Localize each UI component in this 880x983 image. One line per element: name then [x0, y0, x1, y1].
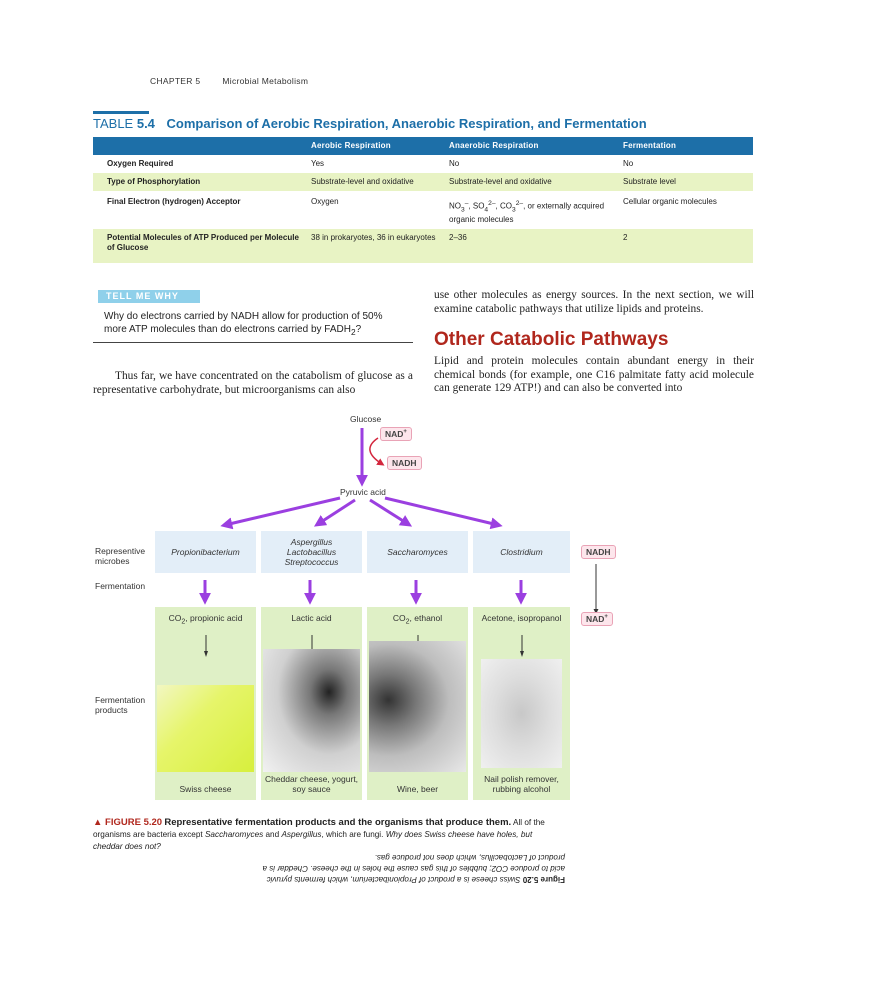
table-header-cell: Anaerobic Respiration	[445, 137, 619, 155]
table-cell: 2	[619, 229, 753, 263]
table-title-rule	[93, 111, 149, 114]
row-header: Final Electron (hydrogen) Acceptor	[107, 197, 241, 206]
answer-text: Swiss cheese is a product of Propionibacterium, which ferments pyruvic acid to produce CO2; bubbles of this gas cause the holes in the cheese. Cheddar is a product of Lactobacillus, which does not produce gas.	[262, 853, 565, 884]
upside-down-answer	[255, 852, 565, 885]
table-caption: Comparison of Aerobic Respiration, Anaerobic Respiration, and Fermentation	[166, 116, 647, 131]
comparison-table	[93, 137, 753, 263]
product-top-label: Acetone, isopropanol	[481, 613, 562, 623]
body-paragraph-right-1: use other molecules as energy sources. In the next section, we will examine catabolic pathways that utilize lipids and proteins.	[434, 289, 754, 315]
table-title	[93, 116, 647, 131]
nad-plus-pill: NAD+	[380, 427, 412, 441]
microbe-box: Aspergillus Lactobacillus Streptococcus	[261, 531, 362, 573]
product-top-label: Lactic acid	[291, 613, 332, 623]
product-arrow	[204, 635, 208, 659]
figure-caption: ▲ FIGURE 5.20 Representative fermentation products and the organisms that produce them. All of the organisms are bacteria except Saccharomyces and Aspergillus, which are fungi. Why does Swiss cheese have holes, but cheddar does not?	[93, 817, 545, 851]
body-paragraph-left: Thus far, we have concentrated on the catabolism of glucose as a representative carbohydrate, but microorganisms can also	[93, 370, 413, 396]
section-label: Microbial Metabolism	[222, 76, 309, 86]
figure-label: ▲ FIGURE 5.20	[93, 817, 163, 828]
wine-photo	[369, 641, 466, 772]
row-label-microbes: Representive microbes	[95, 546, 146, 566]
table-header-cell: Fermentation	[619, 137, 753, 155]
table-cell: $NO_3^-$, $SO_4^{2-}$, $CO_3^{2-}$, or externally acquired organic molecules	[449, 200, 605, 225]
table-row	[93, 173, 753, 191]
product-arrow	[520, 635, 524, 659]
glucose-label: Glucose	[350, 414, 382, 424]
product-column	[367, 607, 468, 800]
pyruvic-acid-label: Pyruvic acid	[340, 487, 386, 497]
table-label: TABLE	[93, 116, 134, 131]
product-bottom-label: Nail polish remover, rubbing alcohol	[484, 774, 559, 794]
swiss-cheese-photo	[157, 685, 254, 772]
table-cell: No	[449, 159, 460, 168]
table-row	[93, 229, 753, 263]
nail-polish-photo	[481, 659, 562, 768]
product-column	[261, 607, 362, 800]
product-bottom-label: Wine, beer	[396, 784, 439, 794]
product-column	[155, 607, 256, 800]
table-cell: Substrate level	[619, 173, 753, 191]
row-label-fermentation: Fermentation	[95, 581, 146, 591]
microbe-box: Propionibacterium	[155, 531, 256, 573]
tell-me-why-question: Why do electrons carried by NADH allow for production of 50% more ATP molecules than do electrons carried by $FADH_2$?	[104, 311, 383, 337]
chapter-label: CHAPTER 5	[150, 76, 201, 86]
product-column	[473, 607, 570, 800]
product-bottom-label: Cheddar cheese, yogurt, soy sauce	[264, 774, 359, 794]
table-cell: 38 in prokaryotes, 36 in eukaryotes	[307, 229, 445, 263]
microbe-box: Saccharomyces	[367, 531, 468, 573]
table-cell: Cellular organic molecules	[623, 197, 717, 206]
table-cell: No	[623, 159, 634, 168]
table-cell: Oxygen	[311, 197, 339, 206]
nad-right-pill: NAD+	[581, 612, 613, 626]
table-row	[93, 191, 753, 229]
nad-reduction-arrow	[370, 438, 382, 464]
product-bottom-label: Swiss cheese	[179, 784, 232, 794]
cheddar-photo	[263, 649, 360, 772]
product-top-label: $CO_2$, ethanol	[392, 613, 443, 626]
table-cell: Substrate-level and oxidative	[445, 173, 619, 191]
row-header: Oxygen Required	[107, 159, 174, 168]
body-paragraph-right-2: Lipid and protein molecules contain abundant energy in their chemical bonds (for example, one C16 palmitate fatty acid molecule can generate 129 ATP!) and can also be converted into	[434, 355, 754, 395]
table-header-cell	[93, 137, 307, 155]
table-cell: 2–36	[445, 229, 619, 263]
table-cell: Yes	[311, 159, 325, 168]
table-row	[93, 155, 753, 173]
figure-title: Representative fermentation products and the organisms that produce them.	[164, 817, 512, 828]
row-label-products: Fermentation products	[95, 695, 146, 715]
table-header-cell: Aerobic Respiration	[307, 137, 445, 155]
nadh-right-pill: NADH	[581, 545, 616, 559]
running-header	[150, 76, 308, 86]
tell-me-why-tag: TELL ME WHY	[98, 290, 200, 303]
product-top-label: $CO_2$, propionic acid	[168, 613, 243, 626]
row-header: Potential Molecules of ATP Produced per Molecule of Glucose	[93, 229, 307, 263]
microbe-box: Clostridium	[473, 531, 570, 573]
table-cell: Substrate-level and oxidative	[307, 173, 445, 191]
section-heading: Other Catabolic Pathways	[434, 329, 669, 350]
table-number: 5.4	[136, 116, 155, 131]
answer-label: Figure 5.20	[522, 875, 565, 884]
table-header-row	[93, 137, 753, 155]
branch-arrow-2	[318, 500, 355, 524]
nadh-pill: NADH	[387, 456, 422, 470]
row-header: Type of Phosphorylation	[93, 173, 307, 191]
figure-question: Why does Swiss cheese have holes, but cheddar does not?	[93, 830, 533, 851]
